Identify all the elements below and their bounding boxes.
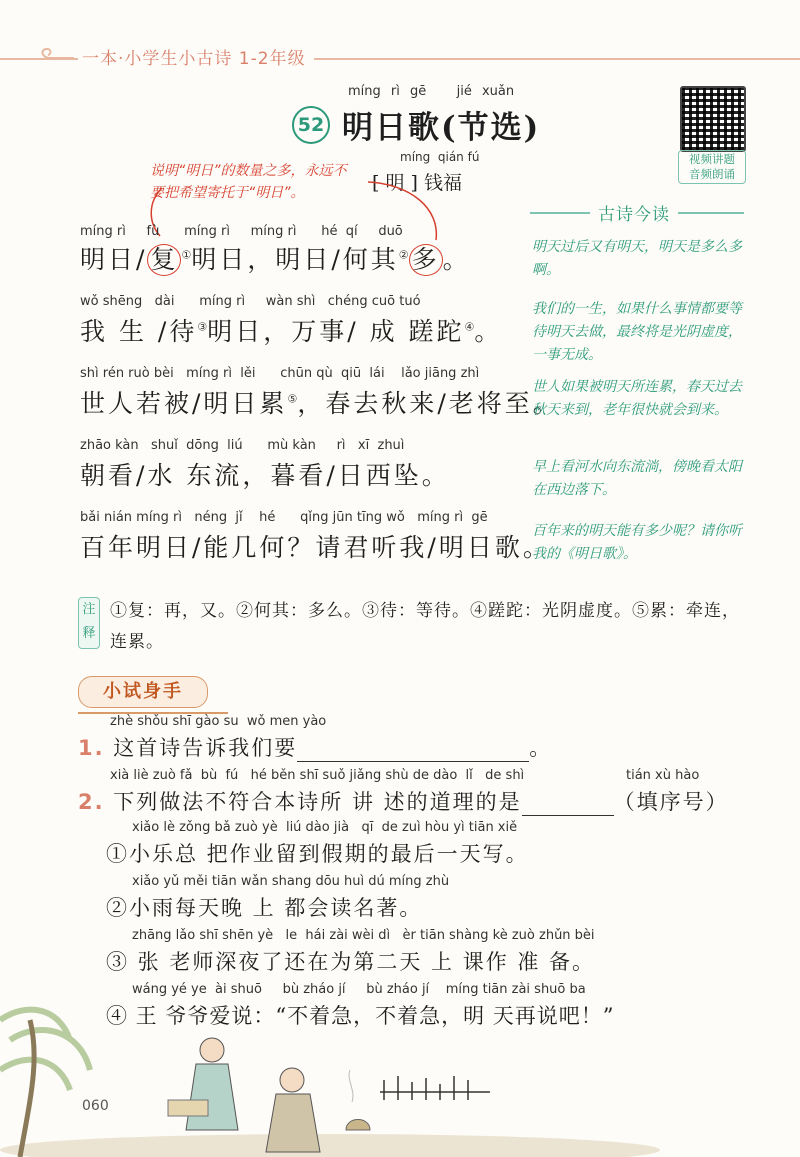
q2-pinyin: xià liè zuò fǎ bù fú hé běn shī suǒ jiǎng shù de dào lǐ de shì [110,768,525,783]
circled-char: 多 [409,244,443,276]
exercise-tag: 小试身手 [78,676,208,708]
poem-author: [ 明 ] 钱福 [372,172,462,194]
title-pinyin: míng rì gē jié xuǎn [348,84,515,99]
reading-title: 古诗今读 [590,200,678,225]
author-pinyin: míng qián fú [400,150,480,164]
handwritten-annotation: 说明“明日”的数量之多，永远不要把希望寄托于“明日”。 [150,163,347,201]
book-title: 一本·小学生小古诗 1-2年级 [78,44,314,69]
qr-code-icon[interactable] [680,86,746,152]
circled-char: 复 [147,244,181,276]
header-swirl-icon [36,44,76,68]
poem-line-3: 世人若被/明日累⑤，春去秋来/老将至。 [80,389,561,418]
option-3-pinyin: zhāng lǎo shī shēn yè le hái zài wèi dì èr tiān shàng kè zuò zhǔn bèi [132,928,595,943]
qr-label[interactable]: 视频讲题 音频朗诵 [678,150,746,184]
reading-paragraph: 早上看河水向东流淌，傍晚看太阳在西边落下。 [532,459,742,498]
option-1-pinyin: xiǎo lè zǒng bǎ zuò yè liú dào jià qī de zuì hòu yì tiān xiě [132,820,518,835]
q1-pinyin: zhè shǒu shī gào su wǒ men yào [110,714,327,729]
reading-paragraph: 明天过后又有明天，明天是多么多啊。 [532,239,742,278]
option-2: ②小雨每天晚 上 都会读名著。 [106,896,423,920]
q2-answer-blank[interactable] [522,795,614,816]
question-2: 2. 下列做法不符合本诗所 讲 述的道理的是 （填序号） [78,790,729,814]
question-1: 1. 这首诗告诉我们要 。 [78,736,553,760]
option-1: ①小乐总 把作业留到假期的最后一天写。 [106,842,529,866]
poem-line-2-pinyin: wǒ shēng dài míng rì wàn shì chéng cuō tuó [80,294,421,309]
page-number: 060 [82,1098,109,1114]
reading-paragraph: 我们的一生，如果什么事情都要等待明天去做，最终将是光阴虚度，一事无成。 [532,301,742,363]
reading-paragraph: 百年来的明天能有多少呢？请你听我的《明日歌》。 [532,523,742,562]
scholars-illustration-icon [0,980,800,1157]
notes-tag: 注释 [78,597,100,649]
poem-line-4: 朝看/水 东流，暮看/日西坠。 [80,461,450,490]
q2-pinyin-right: tián xù hào [626,768,700,783]
poem-line-1-pinyin: míng rì fù míng rì míng rì hé qí duō [80,224,403,239]
poem-line-1: 明日/ 复 ①明日，明日/何其② 多 。 [80,245,471,274]
poem-line-4-pinyin: zhāo kàn shuǐ dōng liú mù kàn rì xī zhuì [80,438,405,453]
option-4-pinyin: wáng yé ye ài shuō bù zháo jí bù zháo jí míng tiān zài shuō ba [132,982,586,997]
poem-line-3-pinyin: shì rén ruò bèi míng rì lěi chūn qù qiū lái lǎo jiāng zhì [80,366,480,381]
notes-text: ①复：再，又。②何其：多么。③待：等待。④蹉跎：光阴虚度。⑤累：牵连，连累。 [110,601,740,652]
poem-title: 明日歌(节选) [342,110,541,146]
poem-line-5: 百年明日/能几何？请君听我/明日歌。 [80,533,551,562]
poem-number: 52 [292,106,330,144]
poem-line-2: 我 生 /待③明日，万事/ 成 蹉跎④。 [80,317,503,346]
reading-paragraph: 世人如果被明天所连累，春天过去秋天来到，老年很快就会到来。 [532,379,742,418]
poem-line-5-pinyin: bǎi nián míng rì néng jǐ hé qǐng jūn tīng wǒ míng rì gē [80,510,488,525]
q1-answer-blank[interactable] [297,741,529,762]
option-2-pinyin: xiǎo yǔ měi tiān wǎn shang dōu huì dú míng zhù [132,874,450,889]
option-4: ④ 王 爷爷爱说：“不着急，不着急，明 天再说吧！” [106,1004,615,1028]
option-3: ③ 张 老师深夜了还在为第二天 上 课作 准 备。 [106,950,596,974]
